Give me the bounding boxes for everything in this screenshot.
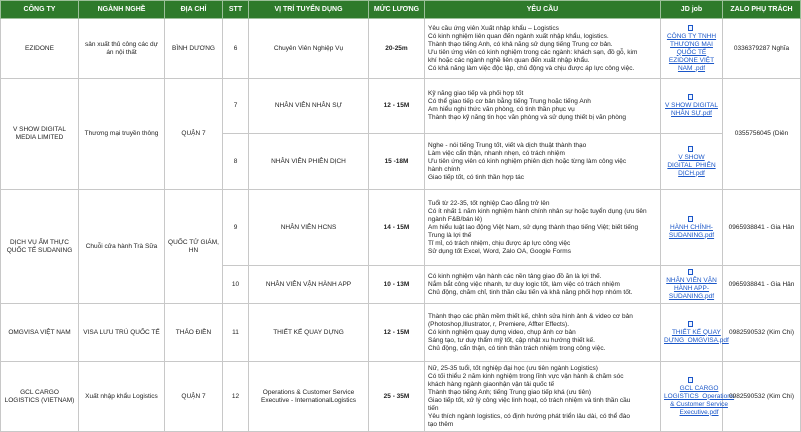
jd-cell	[661, 19, 723, 79]
requirement-line: Giao tiếp tốt, có tinh thần hợp tác	[428, 173, 525, 181]
header-jd[interactable]: JD job	[661, 1, 723, 19]
requirement-line: Giao tiếp tốt, xử lý công việc linh hoạt, có trách nhiệm và tinh thần cầu	[428, 396, 631, 404]
stt-cell[interactable]: 12	[223, 362, 249, 432]
position-cell[interactable]: Operations & Customer Service Executive - InternationalLogistics	[249, 362, 369, 432]
stt-cell[interactable]: 10	[223, 266, 249, 304]
requirement-line: Có thể giao tiếp cơ bản bằng tiếng Trung hoặc tiếng Anh	[428, 98, 591, 105]
requirements-cell[interactable]	[425, 19, 661, 79]
requirement-line: Nắm bắt công việc nhanh, tư duy logic tốt, làm việc có trách nhiệm	[428, 280, 620, 288]
stt-cell[interactable]: 9	[223, 190, 249, 266]
jd-file-link[interactable]: GCL CARGO LOGISTICS_Operations & Customer Service Executive.pdf	[664, 384, 735, 416]
requirement-line: Có khả năng làm việc độc lập, chủ động và chịu được áp lực công việc.	[428, 64, 635, 72]
file-icon	[688, 269, 693, 275]
requirement-line: tiến	[428, 404, 439, 412]
file-icon	[688, 216, 693, 222]
position-cell[interactable]: NHÂN VIÊN VẬN HÀNH APP	[249, 266, 369, 304]
zalo-cell[interactable]: 0982590532 (Kim Chi)	[723, 304, 801, 362]
header-zalo[interactable]: ZALO PHỤ TRÁCH	[723, 1, 801, 19]
requirements-cell[interactable]	[425, 79, 661, 134]
requirement-line: khí hoặc các ngành nghề liên quan đến xuất nhập khẩu.	[428, 56, 590, 64]
requirement-line: Chủ động, chăm chỉ, tinh thần cầu tiến và khả năng phối hợp nhóm tốt.	[428, 288, 633, 296]
company-cell[interactable]: DỊCH VỤ ẨM THỰC QUỐC TẾ SUDANING	[1, 190, 79, 304]
position-cell[interactable]: NHÂN VIÊN HCNS	[249, 190, 369, 266]
file-icon	[688, 321, 693, 327]
jd-file-link[interactable]: CÔNG TY TNHH THƯƠNG MẠI QUỐC TẾ EZIDONE VIỆT NAM .pdf	[666, 32, 717, 72]
requirement-line: Có kinh nghiệm liên quan đến ngành xuất nhập khẩu, logistics.	[428, 32, 609, 40]
jd-cell	[661, 304, 729, 362]
requirement-line: tạo thêm	[428, 420, 454, 428]
requirement-line: Nữ, 25-35 tuổi, tốt nghiệp đại học (ưu tiên ngành Logistics)	[428, 364, 598, 372]
stt-cell[interactable]: 8	[223, 134, 249, 190]
company-cell[interactable]: V SHOW DIGITAL MEDIA LIMITED	[1, 79, 79, 190]
requirements-cell[interactable]	[425, 134, 661, 190]
requirement-line: Trung là lợi thế	[428, 231, 472, 239]
requirement-line: Có tối thiểu 2 năm kinh nghiệm trong lĩnh vực vận hành & chăm sóc	[428, 372, 624, 380]
file-icon	[688, 25, 693, 31]
position-cell[interactable]: Chuyên Viên Nghiệp Vụ	[249, 19, 369, 79]
requirement-line: (Photoshop,Illustrator, r, Premiere, Affter Effects).	[428, 320, 570, 328]
requirement-line: khách hàng ngành giaonhận vận tải quốc tế	[428, 380, 555, 388]
requirement-line: Chủ động, cẩn thận, có tinh thần trách nhiệm trong công việc.	[428, 344, 606, 352]
file-icon	[688, 94, 693, 100]
salary-cell[interactable]: 10 - 13M	[369, 266, 425, 304]
address-cell[interactable]: QUẬN 7	[165, 362, 223, 432]
position-cell[interactable]: THIẾT KẾ QUAY DỰNG	[249, 304, 369, 362]
requirement-line: Ưu tiên ứng viên có kinh nghiệm phiên dịch hoặc từng làm công việc	[428, 157, 627, 165]
stt-cell[interactable]: 6	[223, 19, 249, 79]
address-cell[interactable]: QUỐC TỬ GIÁM, HN	[165, 190, 223, 304]
jd-file-link[interactable]: NHÂN VIÊN VẬN HÀNH APP-SUDANING.pdf	[666, 276, 717, 300]
requirement-line: Sử dụng tốt Excel, Word, Zalo OA, Google Forms	[428, 247, 571, 255]
table-row	[1, 190, 801, 266]
salary-cell[interactable]: 15 -18M	[369, 134, 425, 190]
requirements-cell[interactable]	[425, 362, 661, 432]
header-industry[interactable]: NGÀNH NGHỀ	[79, 1, 165, 19]
requirement-line: Ưu tiên ứng viên có kinh nghiệm trong các ngành: khách sạn, đồ gỗ, kim	[428, 48, 638, 56]
salary-cell[interactable]: 14 - 15M	[369, 190, 425, 266]
requirement-line: Thành thạo tiếng Anh; tiếng Trung giao tiếp khá (ưu tiên)	[428, 388, 591, 396]
jd-file-link[interactable]: V SHOW DIGITAL_PHIÊN DỊCH.pdf	[667, 153, 716, 177]
requirement-line: Thành thạo tiếng Anh, có khả năng sử dụng tiếng Trung cơ bản.	[428, 40, 613, 48]
requirement-line: Thành thạo kỹ năng tin học văn phòng và sử dụng thiết bị văn phòng	[428, 114, 627, 121]
requirement-line: Có kinh nghiệm vận hành các nền tảng giao đồ ăn là lợi thế.	[428, 272, 602, 280]
company-cell[interactable]: EZIDONE	[1, 19, 79, 79]
salary-cell[interactable]: 20-25m	[369, 19, 425, 79]
table-row	[1, 362, 801, 432]
position-cell[interactable]: NHÂN VIÊN PHIÊN DỊCH	[249, 134, 369, 190]
header-company[interactable]: CÔNG TY	[1, 1, 79, 19]
industry-cell[interactable]: Chuỗi cửa hành Trà Sữa	[79, 190, 165, 304]
zalo-cell[interactable]: 0982590532 (Kim Chi)	[723, 362, 801, 432]
requirement-line: Có kinh nghiệm quay dựng video, chụp ảnh cơ bản	[428, 328, 576, 336]
company-cell[interactable]: OMGVISA VIỆT NAM	[1, 304, 79, 362]
requirement-line: ngành F&B/bán lẻ)	[428, 215, 483, 223]
table-row	[1, 79, 801, 134]
header-row	[1, 1, 801, 19]
requirements-cell[interactable]	[425, 266, 661, 304]
salary-cell[interactable]: 25 - 35M	[369, 362, 425, 432]
stt-cell[interactable]: 7	[223, 79, 249, 134]
header-address[interactable]: ĐỊA CHỈ	[165, 1, 223, 19]
requirement-line: Am hiểu luật lao động Việt Nam, sử dụng thành thạo tiếng Việt; biết tiếng	[428, 223, 639, 231]
jd-file-link[interactable]: V SHOW DIGITAL NHÂN SỰ.pdf	[665, 102, 718, 117]
header-position[interactable]: VỊ TRÍ TUYỂN DỤNG	[249, 1, 369, 19]
requirement-line: Thành thạo các phần mềm thiết kế, chỉnh sửa hình ảnh & video cơ bản	[428, 312, 633, 320]
header-salary[interactable]: MỨC LƯƠNG	[369, 1, 425, 19]
header-requirements[interactable]: YÊU CẦU	[425, 1, 661, 19]
zalo-cell[interactable]: 0965938841 - Gia Hân	[723, 190, 801, 266]
jd-cell	[661, 362, 735, 432]
address-cell[interactable]: THẢO ĐIỀN	[165, 304, 223, 362]
requirement-line: Am hiểu nghi thức văn phòng, có tinh thần phục vụ	[428, 106, 575, 113]
requirement-line: Làm việc cẩn thận, nhanh nhẹn, có trách nhiệm	[428, 149, 565, 157]
requirement-line: Nghe - nói tiếng Trung tốt, viết và dịch thuật thành thạo	[428, 141, 587, 149]
file-icon	[688, 377, 693, 383]
position-cell[interactable]: NHÂN VIÊN NHÂN SỰ	[249, 79, 369, 134]
requirement-line: Yêu cầu ứng viên Xuất nhập khẩu – Logistics	[428, 24, 559, 32]
requirements-cell[interactable]	[425, 304, 661, 362]
salary-cell[interactable]: 12 - 15M	[369, 304, 425, 362]
requirement-line: Có ít nhất 1 năm kinh nghiệm hành chính nhân sự hoặc tuyển dụng (ưu tiên	[428, 207, 647, 215]
jd-file-link[interactable]: THIẾT KẾ QUAY DỰNG_OMGVISA.pdf	[664, 328, 729, 344]
file-icon	[688, 146, 693, 152]
jd-file-link[interactable]: HÀNH CHÍNH-SUDANING.pdf	[668, 223, 715, 239]
requirement-line: Tỉ mỉ, có trách nhiệm, chịu được áp lực công việc	[428, 239, 571, 247]
stt-cell[interactable]: 11	[223, 304, 249, 362]
address-cell[interactable]: QUẬN 7	[165, 79, 223, 190]
industry-cell[interactable]: sản xuất thủ công các dự án nội thất	[79, 19, 165, 79]
zalo-cell[interactable]: 0336379287 Nghĩa	[723, 19, 801, 79]
requirements-cell[interactable]	[425, 190, 661, 266]
zalo-cell[interactable]: 0355756045 (Diên	[723, 79, 801, 190]
company-cell[interactable]: GCL CARGO LOGISTICS (VIETNAM)	[1, 362, 79, 432]
zalo-cell[interactable]: 0965938841 - Gia Hân	[723, 266, 801, 304]
jd-cell	[661, 79, 723, 134]
requirement-line: hành chính	[428, 165, 461, 173]
industry-cell[interactable]: VISA LƯU TRÚ QUỐC TẾ	[79, 304, 165, 362]
requirement-line: Tuổi từ 22-35, tốt nghiệp Cao đẳng trở lên	[428, 199, 550, 207]
address-cell[interactable]: BÌNH DƯƠNG	[165, 19, 223, 79]
requirement-line: Yêu thích ngành logistics, có định hướng phát triển lâu dài, có thể đào	[428, 412, 630, 420]
requirement-line: Kỹ năng giao tiếp và phối hợp tốt	[428, 90, 524, 97]
salary-cell[interactable]: 12 - 15M	[369, 79, 425, 134]
requirement-line: Sáng tạo, tư duy thẩm mỹ tốt, cập nhật xu hướng thiết kế.	[428, 336, 595, 344]
table-row	[1, 304, 801, 362]
jd-cell	[661, 190, 723, 266]
header-stt[interactable]: STT	[223, 1, 249, 19]
jd-cell	[661, 134, 723, 190]
table-row	[1, 19, 801, 79]
jd-cell	[661, 266, 723, 304]
industry-cell[interactable]: Thương mại truyền thông	[79, 79, 165, 190]
industry-cell[interactable]: Xuất nhập khẩu Logistics	[79, 362, 165, 432]
